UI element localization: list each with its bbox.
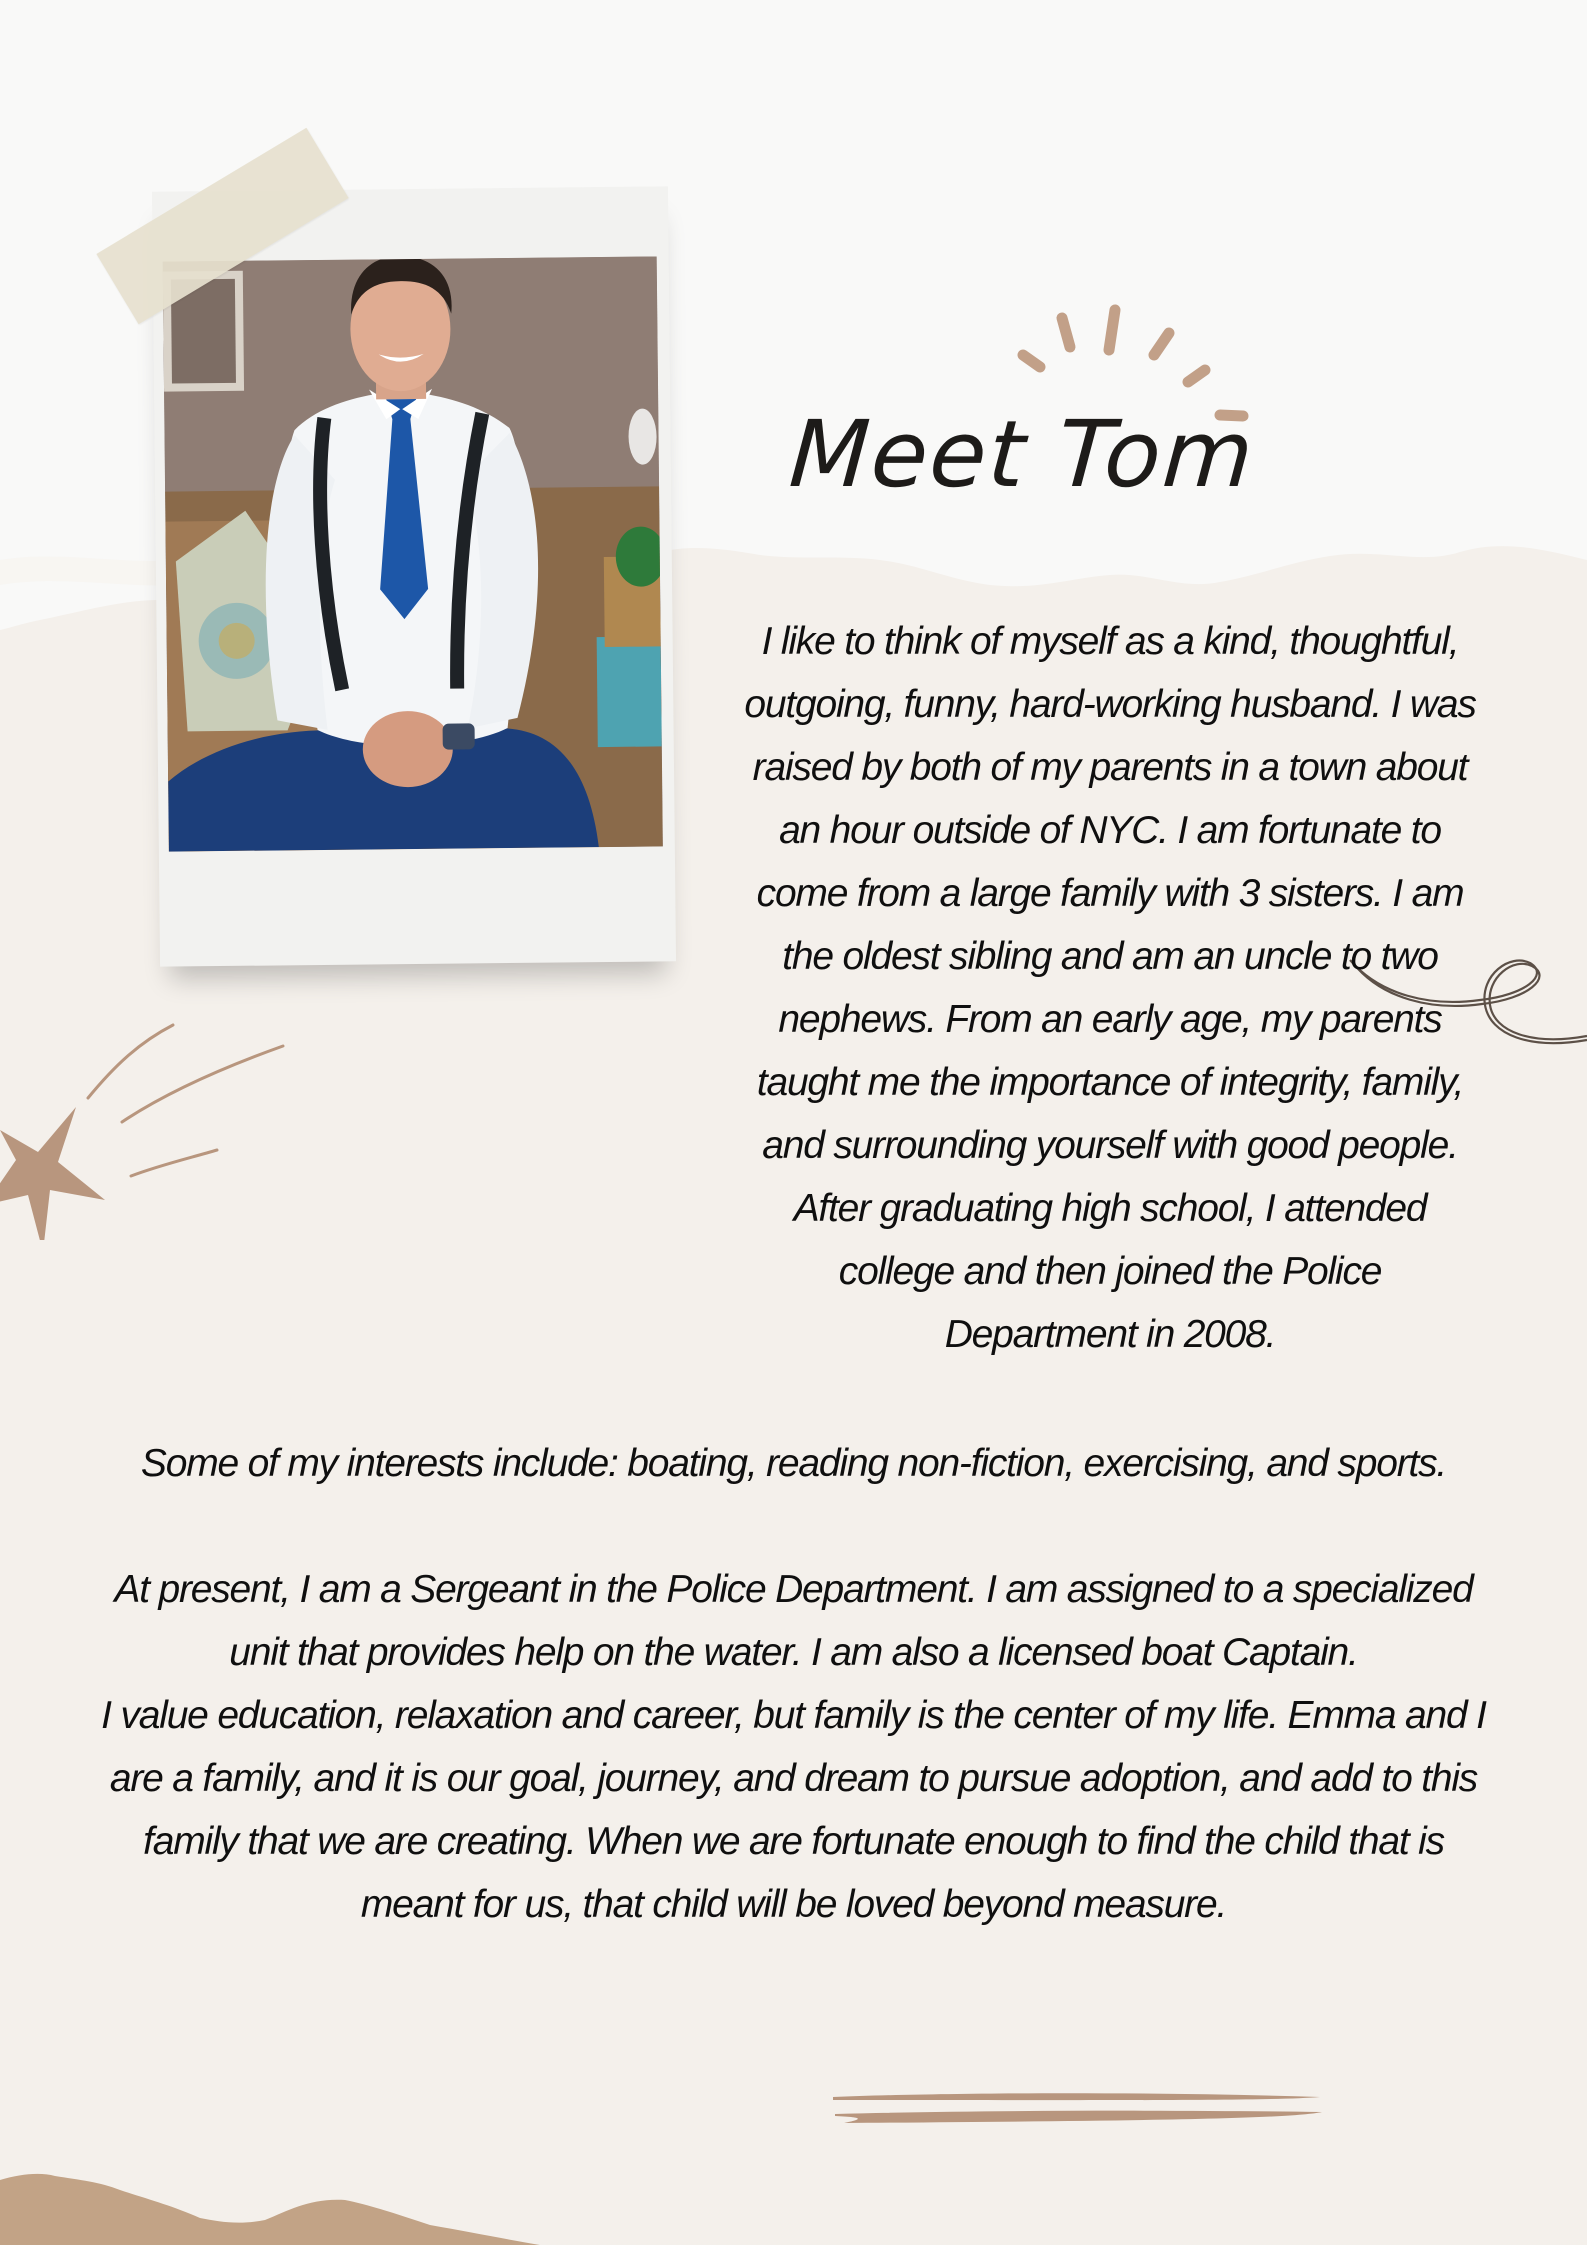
intro-line: I like to think of myself as a kind, thoughtful, [761,620,1459,663]
career-line: are a family, and it is our goal, journey, and dream to pursue adoption, and add to this [109,1757,1478,1800]
torn-paper-edge [0,2170,560,2245]
interests-paragraph [0,1432,1587,1495]
intro-line: and surrounding yourself with good people. [762,1124,1458,1167]
interests-line: Some of my interests include: boating, reading non-fiction, exercising, and sports. [140,1442,1447,1485]
intro-line: come from a large family with 3 sisters. I am [756,872,1464,915]
shooting-star-icon [0,990,300,1240]
intro-paragraph [680,610,1540,1366]
career-line: I value education, relaxation and career, but family is the center of my life. Emma and I [101,1694,1486,1737]
intro-line: the oldest sibling and am an uncle to two [782,935,1438,978]
intro-line: nephews. From an early age, my parents [778,998,1442,1041]
career-line: meant for us, that child will be loved beyond measure. [360,1883,1227,1926]
intro-line: After graduating high school, I attended [793,1187,1427,1230]
portrait-illustration [163,256,663,851]
intro-line: taught me the importance of integrity, family, [756,1061,1464,1104]
intro-line: raised by both of my parents in a town about [752,746,1468,789]
intro-line: Department in 2008. [944,1313,1276,1356]
intro-line: an hour outside of NYC. I am fortunate to [779,809,1441,852]
page-title: Meet Tom [786,401,1259,508]
career-line: family that we are creating. When we are fortunate enough to find the child that is [143,1820,1444,1863]
intro-line: outgoing, funny, hard-working husband. I was [744,683,1476,726]
career-line: At present, I am a Sergeant in the Police Department. I am assigned to a specialized [114,1568,1473,1611]
double-line-divider [830,2085,1330,2130]
polaroid-frame [152,186,676,966]
profile-photo [163,256,663,851]
intro-line: college and then joined the Police [838,1250,1382,1293]
career-family-paragraph [0,1558,1587,1936]
career-line: unit that provides help on the water. I am also a licensed boat Captain. [229,1631,1358,1674]
